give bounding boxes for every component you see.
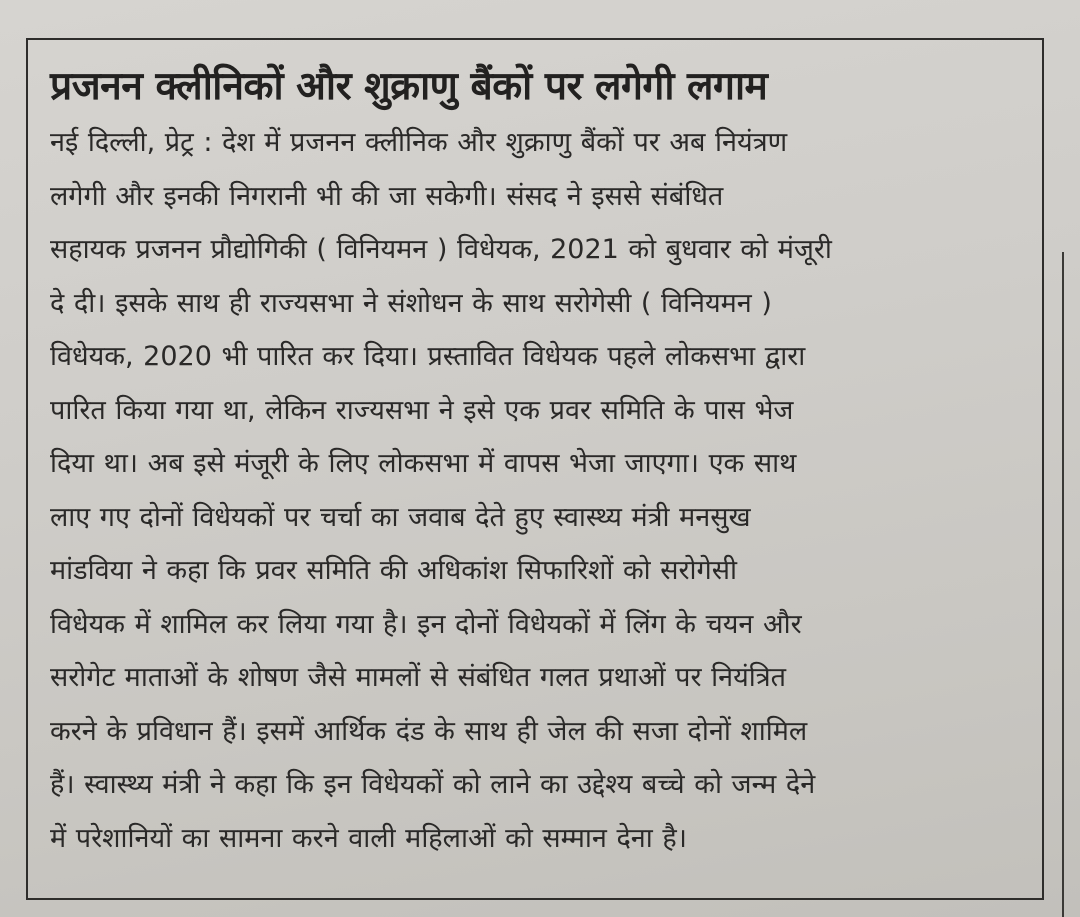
article-line: लाए गए दोनों विधेयकों पर चर्चा का जवाब देते हुए स्वास्थ्य मंत्री मनसुख [50,501,751,533]
article-line: विधेयक में शामिल कर लिया गया है। इन दोनों विधेयकों में लिंग के चयन और [50,608,802,640]
article-line: लगेगी और इनकी निगरानी भी की जा सकेगी। संसद ने इससे संबंधित [50,180,724,212]
article-line: हैं। स्वास्थ्य मंत्री ने कहा कि इन विधेयकों को लाने का उद्देश्य बच्चे को जन्म देने [50,769,816,800]
article-headline: प्रजनन क्लीनिकों और शुक्राणु बैंकों पर लगेगी लगाम [50,64,768,109]
article-line: विधेयक, 2020 भी पारित कर दिया। प्रस्तावित विधेयक पहले लोकसभा द्वारा [50,341,806,372]
article-body [50,116,1028,865]
article-line: पारित किया गया था, लेकिन राज्यसभा ने इसे एक प्रवर समिति के पास भेज [50,394,794,426]
article-line: सरोगेट माताओं के शोषण जैसे मामलों से संबंधित गलत प्रथाओं पर नियंत्रित [50,662,787,693]
article-line: करने के प्रविधान हैं। इसमें आर्थिक दंड के साथ ही जेल की सजा दोनों शामिल [50,715,808,747]
article-line: दिया था। अब इसे मंजूरी के लिए लोकसभा में वापस भेजा जाएगा। एक साथ [50,448,797,479]
adjacent-column-border [1062,252,1064,917]
article-line: मांडविया ने कहा कि प्रवर समिति की अधिकांश सिफारिशों को सरोगेसी [50,555,737,586]
news-clipping [26,38,1044,900]
article-line: दे दी। इसके साथ ही राज्यसभा ने संशोधन के साथ सरोगेसी ( विनियमन ) [50,287,772,319]
article-line: में परेशानियों का सामना करने वाली महिलाओं को सम्मान देना है। [50,822,687,854]
article-line: सहायक प्रजनन प्रौद्योगिकी ( विनियमन ) विधेयक, 2021 को बुधवार को मंजूरी [50,234,832,265]
article-line: नई दिल्ली, प्रेट्र : देश में प्रजनन क्लीनिक और शुक्राणु बैंकों पर अब नियंत्रण [50,127,788,158]
